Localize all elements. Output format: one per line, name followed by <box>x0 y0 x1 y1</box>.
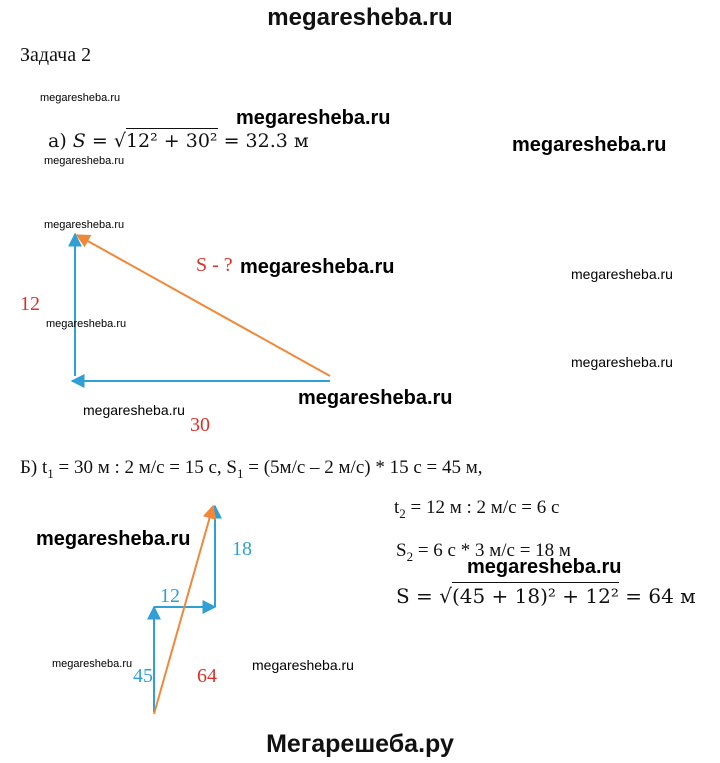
formula-b-rhs: = 64 м <box>625 584 696 608</box>
sqrt-sign: √ <box>113 130 126 152</box>
watermark: megaresheba.ru <box>83 402 185 418</box>
part-b-line1-mid1: = 30 м : 2 м/с = 15 с, S <box>53 457 237 478</box>
task-title: Задача 2 <box>20 44 92 66</box>
part-a-label: а) <box>48 130 67 152</box>
formula-rhs: = 32.3 м <box>223 130 309 152</box>
watermark: megaresheba.ru <box>240 256 395 278</box>
watermark: megaresheba.ru <box>46 318 127 330</box>
site-title: megaresheba.ru <box>267 4 453 31</box>
label-64: 64 <box>197 665 217 687</box>
formula-radicand: 12² + 30² <box>125 130 218 152</box>
formula-b-radicand: (45 + 18)² + 12² <box>451 584 619 608</box>
watermark: megaresheba.ru <box>52 658 133 670</box>
vertical-label-12: 12 <box>20 293 40 315</box>
watermark: megaresheba.ru <box>467 556 622 578</box>
sub-2: 2 <box>399 505 406 521</box>
watermark: megaresheba.ru <box>44 219 125 231</box>
watermark: megaresheba.ru <box>571 354 673 370</box>
part-b-line2-rest: = 12 м : 2 м/с = 6 с <box>405 497 560 518</box>
formula-b <box>396 584 696 608</box>
part-b-line3-rest: = 6 с * 3 м/с = 18 м <box>413 540 571 561</box>
part-b-line2-prefix: t <box>394 497 400 518</box>
sub-1: 1 <box>47 465 54 481</box>
question-label: S - ? <box>196 254 233 276</box>
sqrt-sign: √ <box>439 584 452 608</box>
formula-lhs: S = <box>72 130 108 152</box>
part-b-line1-mid2: = (5м/с – 2 м/с) * 15 с = 45 м, <box>243 457 483 478</box>
watermark: megaresheba.ru <box>36 528 191 550</box>
formula-a <box>48 130 309 152</box>
part-b-line1-prefix: Б) t <box>20 457 48 478</box>
part-b-line3-prefix: S <box>396 540 407 561</box>
watermark: megaresheba.ru <box>40 92 121 104</box>
sub-1: 1 <box>237 465 244 481</box>
site-title-bottom: Мегарешеба.ру <box>266 730 454 758</box>
watermark: megaresheba.ru <box>298 387 453 409</box>
watermark: megaresheba.ru <box>236 107 391 129</box>
label-45: 45 <box>133 665 153 687</box>
formula-b-lhs: S = <box>396 584 433 608</box>
part-b-line-1 <box>20 457 483 482</box>
watermark: megaresheba.ru <box>44 155 125 167</box>
watermark: megaresheba.ru <box>571 266 673 282</box>
part-b-line-2 <box>394 497 559 522</box>
horizontal-label-30: 30 <box>190 414 210 436</box>
watermark: megaresheba.ru <box>252 657 354 673</box>
watermark: megaresheba.ru <box>512 134 667 156</box>
label-18: 18 <box>232 538 252 560</box>
label-12: 12 <box>160 585 180 607</box>
sub-2: 2 <box>406 548 414 564</box>
